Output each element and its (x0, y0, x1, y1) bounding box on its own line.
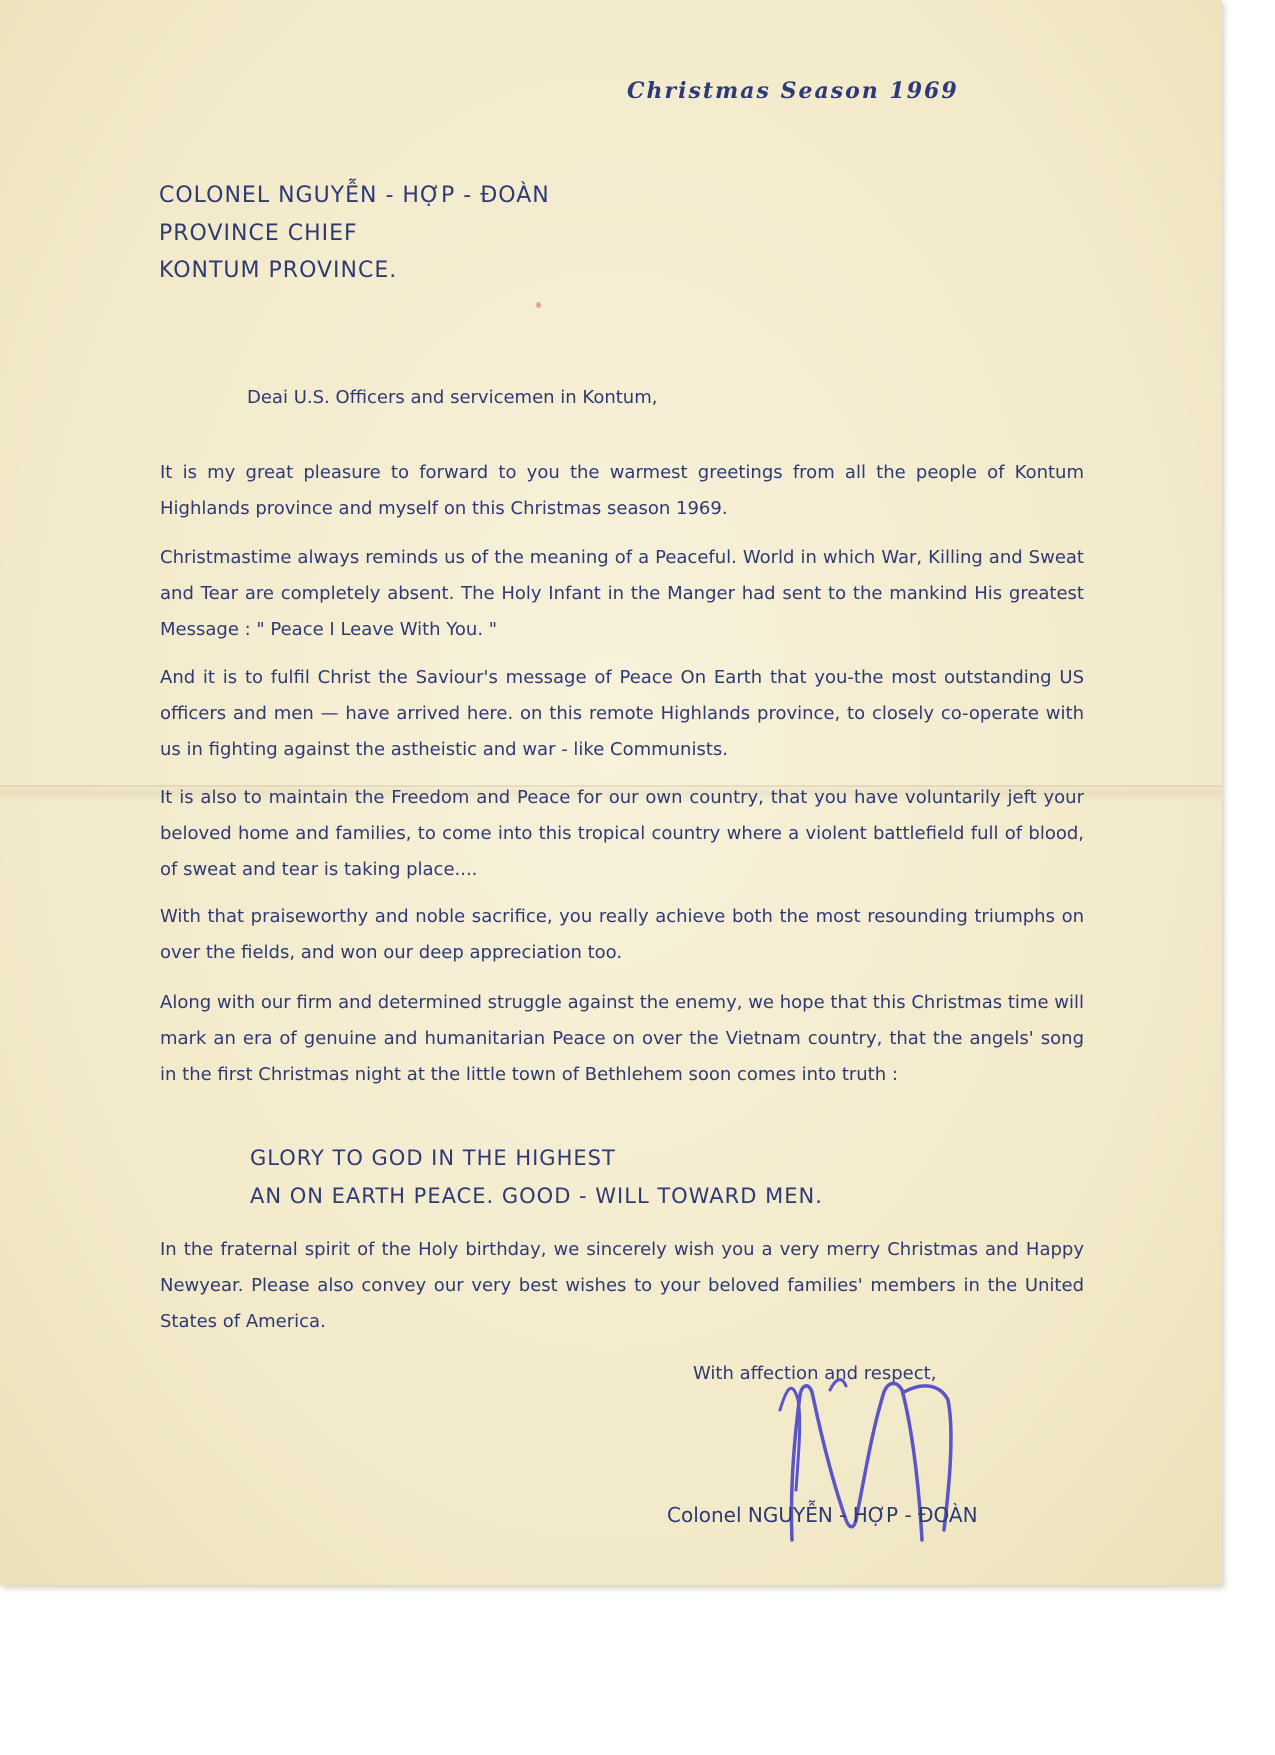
paragraph-5: With that praiseworthy and noble sacrifice, you really achieve both the most resounding triumphs on over the fields, and won our deep appreciation too. (160, 906, 1084, 963)
salutation: Deai U.S. Officers and servicemen in Kontum, (247, 387, 658, 408)
verse-line-1: GLORY TO GOD IN THE HIGHEST (250, 1146, 616, 1170)
paragraph-1: It is my great pleasure to forward to you the warmest greetings from all the people of Kontum Highlands province and myself on this Christmas season 1969. (160, 462, 1084, 519)
paragraph-3: And it is to fulfil Christ the Saviour's message of Peace On Earth that you-the most outstanding US officers and men — have arrived here. on this remote Highlands province, to closely co-operate with us in fighting against the astheistic and war - like Communists. (160, 667, 1084, 760)
signature-name: Colonel NGUYỄN - HỢP - ĐOÀN (667, 1503, 978, 1527)
sender-title: PROVINCE CHIEF (159, 221, 358, 246)
paragraph-2: Christmastime always reminds us of the meaning of a Peaceful. World in which War, Killing and Sweat and Tear are completely absent. The Holy Infant in the Manger had sent to the mankind His greatest Message : " Peace I Leave With You. " (160, 547, 1084, 640)
paragraph-6: Along with our firm and determined struggle against the enemy, we hope that this Christmas time will mark an era of genuine and humanitarian Peace on over the Vietnam country, that the angels' song in the first Christmas night at the little town of Bethlehem soon comes into truth : (160, 992, 1084, 1085)
date-line: Christmas Season 1969 (627, 78, 959, 104)
verse-line-2: AN ON EARTH PEACE. GOOD - WILL TOWARD MEN. (250, 1184, 823, 1208)
paragraph-4: It is also to maintain the Freedom and Peace for our own country, that you have voluntarily jeft your beloved home and families, to come into this tropical country where a violent battlefield full of blood, of sweat and tear is taking place.... (160, 787, 1084, 880)
sender-province: KONTUM PROVINCE. (159, 258, 398, 283)
paper-stain (536, 302, 541, 308)
final-paragraph: In the fraternal spirit of the Holy birthday, we sincerely wish you a very merry Christmas and Happy Newyear. Please also convey our very best wishes to your beloved families' members in the United States of America. (160, 1239, 1084, 1332)
closing: With affection and respect, (693, 1363, 937, 1384)
sender-name: COLONEL NGUYỄN - HỢP - ĐOÀN (159, 183, 550, 208)
